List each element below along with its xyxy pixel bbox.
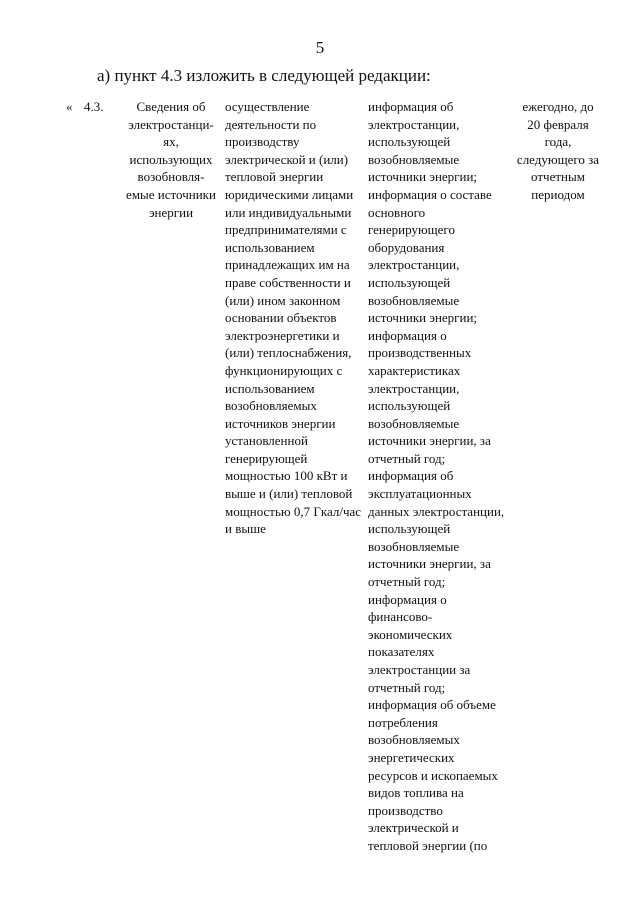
information-content-line: генерирующего	[368, 222, 455, 238]
activity-description-line: мощностью 0,7 Гкал/час	[225, 503, 362, 519]
information-content-line: отчетный год;	[368, 574, 446, 590]
activity-description-cell	[225, 98, 365, 538]
activity-description-line: производству	[225, 134, 300, 150]
information-content-line: информация о составе	[368, 186, 492, 202]
information-content-line: электростанции за	[368, 662, 471, 677]
activity-description-line: основании объектов	[225, 310, 337, 326]
information-content-line: информация о	[368, 591, 447, 607]
information-content-line: энергетических	[368, 749, 455, 765]
item-name-line: энергии	[148, 204, 194, 220]
information-content-line: возобновляемые	[368, 151, 460, 167]
activity-description-line: выше и (или) тепловой	[225, 486, 353, 502]
amendment-intro: а) пункт 4.3 изложить в следующей редакции:	[97, 66, 431, 85]
activity-description-line: электроэнергетики и	[225, 327, 340, 343]
information-content-line: информация об	[368, 99, 454, 114]
item-name-line: Сведения об	[136, 99, 206, 114]
information-content-line: информация о	[368, 327, 447, 343]
information-content-line: возобновляемых	[368, 732, 460, 748]
deadline-cell	[513, 98, 603, 204]
item-name-line: электростанци-	[128, 116, 214, 132]
deadline-line: отчетным	[531, 169, 585, 185]
information-content-line: информация об	[368, 468, 454, 484]
information-content-line: источники энергии, за	[368, 556, 491, 572]
deadline-line: года,	[544, 134, 572, 150]
information-content-line: оборудования	[368, 239, 445, 255]
activity-description-line: праве собственности и	[225, 274, 351, 290]
information-content-line: источники энергии, за	[368, 433, 491, 449]
information-content-line: электростанции,	[368, 257, 460, 273]
information-content-line: данных электростанции,	[368, 503, 505, 519]
item-name-line: емые источники	[126, 186, 216, 202]
deadline-line: следующего за	[516, 151, 600, 167]
information-content-line: возобновляемые	[368, 415, 460, 431]
activity-description-line: установленной	[225, 433, 308, 449]
information-content-line: отчетный год;	[368, 679, 446, 695]
activity-description-line: осуществление	[225, 99, 310, 114]
activity-description-line: мощностью 100 кВт и	[225, 468, 348, 484]
activity-description-line: источников энергии	[225, 415, 336, 431]
information-content-line: отчетный год;	[368, 450, 446, 466]
deadline-line: ежегодно, до	[522, 99, 594, 114]
information-content-line: источники энергии;	[368, 310, 478, 326]
activity-description-line: принадлежащих им на	[225, 257, 350, 273]
page-number: 5	[315, 38, 325, 57]
information-content-line: производство	[368, 802, 443, 818]
activity-description-line: возобновляемых	[225, 398, 317, 414]
information-content-line: эксплуатационных	[368, 486, 472, 502]
information-content-line: электростанции,	[368, 116, 460, 132]
deadline-line: периодом	[531, 186, 585, 202]
information-content-line: электростанции,	[368, 380, 460, 396]
activity-description-line: или индивидуальными	[225, 204, 352, 220]
information-content-line: возобновляемые	[368, 292, 460, 308]
activity-description-line: использованием	[225, 380, 315, 396]
information-content-line: потребления	[368, 714, 438, 730]
information-content-line: использующей	[368, 274, 451, 290]
information-content-line: возобновляемые	[368, 538, 460, 554]
activity-description-line: и выше	[225, 521, 266, 537]
activity-description-line: использованием	[225, 239, 315, 255]
information-content-line: финансово-	[368, 609, 433, 625]
activity-description-line: генерирующей	[225, 450, 308, 466]
item-name-line: ях,	[163, 134, 179, 150]
activity-description-line: тепловой энергии	[225, 169, 324, 185]
activity-description-line: электрической и (или)	[225, 151, 349, 167]
information-content-line: использующей	[368, 134, 451, 150]
information-content-line: экономических	[368, 626, 453, 642]
activity-description-line: (или) ином законном	[225, 292, 341, 308]
information-content-line: источники энергии;	[368, 169, 478, 185]
information-content-line: ресурсов и ископаемых	[368, 767, 498, 783]
item-number: 4.3.	[84, 99, 104, 114]
item-name-cell	[125, 98, 217, 221]
activity-description-line: предпринимателями с	[225, 222, 347, 238]
item-name-line: возобновля-	[137, 169, 205, 185]
activity-description-line: (или) теплоснабжения,	[225, 345, 352, 361]
information-content-line: показателях	[368, 644, 435, 660]
information-content-line: основного	[368, 204, 426, 220]
information-content-line: производственных	[368, 345, 472, 361]
deadline-line: 20 февраля	[527, 116, 589, 132]
opening-quote: «	[66, 99, 73, 114]
information-content-cell	[368, 98, 508, 855]
information-content-line: использующей	[368, 398, 451, 414]
information-content-line: использующей	[368, 521, 451, 537]
information-content-line: видов топлива на	[368, 785, 464, 801]
activity-description-line: функционирующих с	[225, 362, 343, 378]
activity-description-line: юридическими лицами	[225, 186, 354, 202]
information-content-line: тепловой энергии (по	[368, 837, 488, 853]
information-content-line: электрической и	[368, 820, 459, 836]
information-content-line: характеристиках	[368, 362, 461, 378]
item-name-line: использующих	[129, 151, 213, 167]
activity-description-line: деятельности по	[225, 116, 317, 132]
information-content-line: информация об объеме	[368, 697, 496, 713]
